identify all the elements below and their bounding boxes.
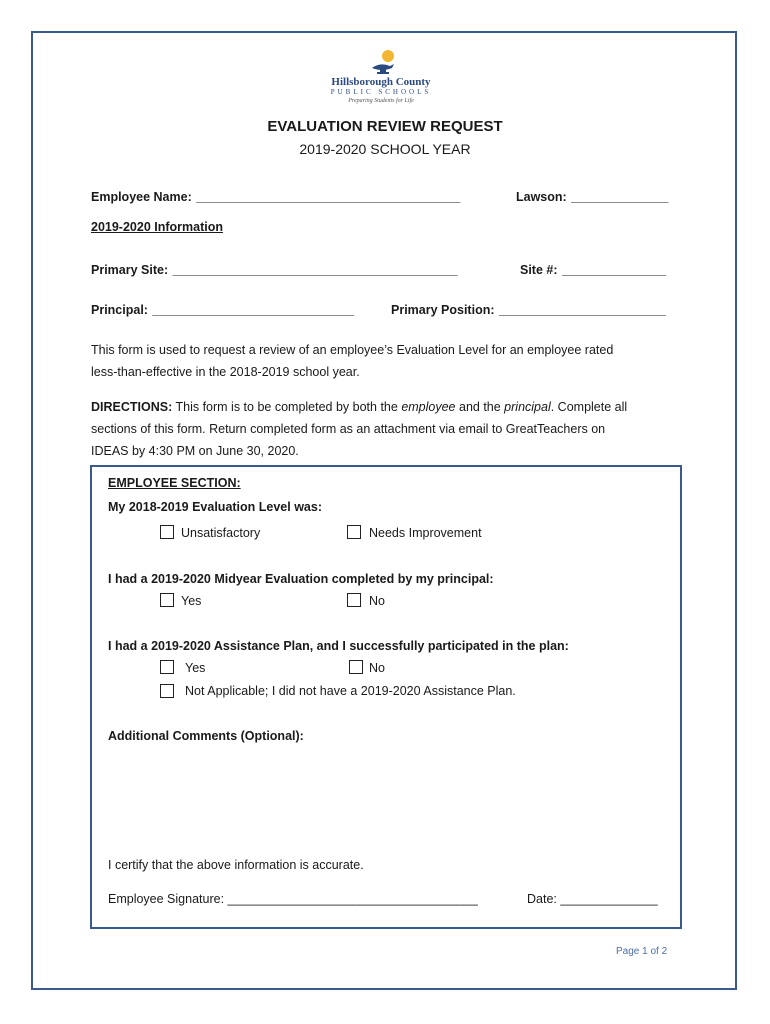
lawson-field[interactable]: ______________ <box>571 190 669 204</box>
directions-line-1: DIRECTIONS: This form is to be completed by both the employee and the principal. Complete all <box>91 400 628 414</box>
primary-site-field[interactable]: _________________________________________ <box>172 263 458 277</box>
not-applicable-checkbox[interactable] <box>160 684 174 698</box>
assistance-plan-question: I had a 2019-2020 Assistance Plan, and I successfully participated in the plan: <box>108 639 569 653</box>
lawson-row <box>516 188 668 206</box>
primary-position-label: Primary Position: <box>391 303 495 317</box>
needs-improvement-checkbox[interactable] <box>347 525 361 539</box>
intro-line-2: less-than-effective in the 2018-2019 school year. <box>91 365 360 379</box>
employee-name-label: Employee Name: <box>91 190 192 204</box>
signature-row <box>108 892 478 906</box>
midyear-yes-checkbox[interactable] <box>160 593 174 607</box>
intro-line-1: This form is used to request a review of an employee’s Evaluation Level for an employee rated <box>91 343 614 357</box>
page-number: Page 1 of 2 <box>616 946 668 957</box>
principal-field[interactable]: _____________________________ <box>152 303 355 317</box>
employee-section-heading: EMPLOYEE SECTION: <box>108 476 241 490</box>
needs-improvement-label: Needs Improvement <box>369 526 482 540</box>
unsatisfactory-checkbox[interactable] <box>160 525 174 539</box>
site-number-field[interactable]: _______________ <box>561 263 667 277</box>
date-row <box>527 892 658 906</box>
primary-position-row <box>391 301 666 319</box>
primary-position-field[interactable]: ________________________ <box>498 303 666 317</box>
additional-comments-label: Additional Comments (Optional): <box>108 729 304 743</box>
logo-subtitle: PUBLIC SCHOOLS <box>330 88 432 96</box>
primary-site-row <box>91 261 458 279</box>
site-number-row <box>520 261 666 279</box>
midyear-yes-label: Yes <box>181 594 202 608</box>
employee-name-field[interactable]: ______________________________________ <box>196 190 461 204</box>
midyear-no-label: No <box>369 594 385 608</box>
unsatisfactory-label: Unsatisfactory <box>181 526 261 540</box>
assistance-no-checkbox[interactable] <box>349 660 363 674</box>
date-label: Date: <box>527 892 557 906</box>
directions-line-2: sections of this form. Return completed form as an attachment via email to GreatTeachers on <box>91 422 606 436</box>
site-number-label: Site #: <box>520 263 558 277</box>
form-title: EVALUATION REVIEW REQUEST <box>267 118 503 135</box>
principal-label: Principal: <box>91 303 148 317</box>
principal-row <box>91 301 354 319</box>
employee-name-row <box>91 188 460 206</box>
midyear-no-checkbox[interactable] <box>347 593 361 607</box>
logo-name: Hillsborough County <box>331 76 431 88</box>
assistance-yes-checkbox[interactable] <box>160 660 174 674</box>
evaluation-level-question: My 2018-2019 Evaluation Level was: <box>108 500 322 514</box>
assistance-yes-label: Yes <box>185 661 206 675</box>
assistance-no-label: No <box>369 661 385 675</box>
comments-area[interactable] <box>108 748 668 848</box>
logo-tagline: Preparing Students for Life <box>348 98 414 104</box>
school-logo <box>318 48 444 110</box>
signature-label: Employee Signature: <box>108 892 225 906</box>
info-heading: 2019-2020 Information <box>91 220 223 234</box>
midyear-question: I had a 2019-2020 Midyear Evaluation completed by my principal: <box>108 572 494 586</box>
date-field[interactable]: ______________ <box>560 892 658 906</box>
directions-principal: principal <box>504 400 551 414</box>
intro-paragraph <box>91 339 681 383</box>
certify-statement: I certify that the above information is accurate. <box>108 858 364 872</box>
lamp-icon <box>368 48 398 76</box>
directions-employee: employee <box>401 400 456 414</box>
not-applicable-label: Not Applicable; I did not have a 2019-2020 Assistance Plan. <box>185 684 516 698</box>
directions-line-3: IDEAS by 4:30 PM on June 30, 2020. <box>91 444 299 458</box>
school-year: 2019-2020 SCHOOL YEAR <box>299 141 471 157</box>
directions-label: DIRECTIONS: <box>91 400 173 414</box>
signature-field[interactable]: ____________________________________ <box>227 892 478 906</box>
directions-paragraph <box>91 396 681 462</box>
primary-site-label: Primary Site: <box>91 263 169 277</box>
lawson-label: Lawson: <box>516 190 567 204</box>
